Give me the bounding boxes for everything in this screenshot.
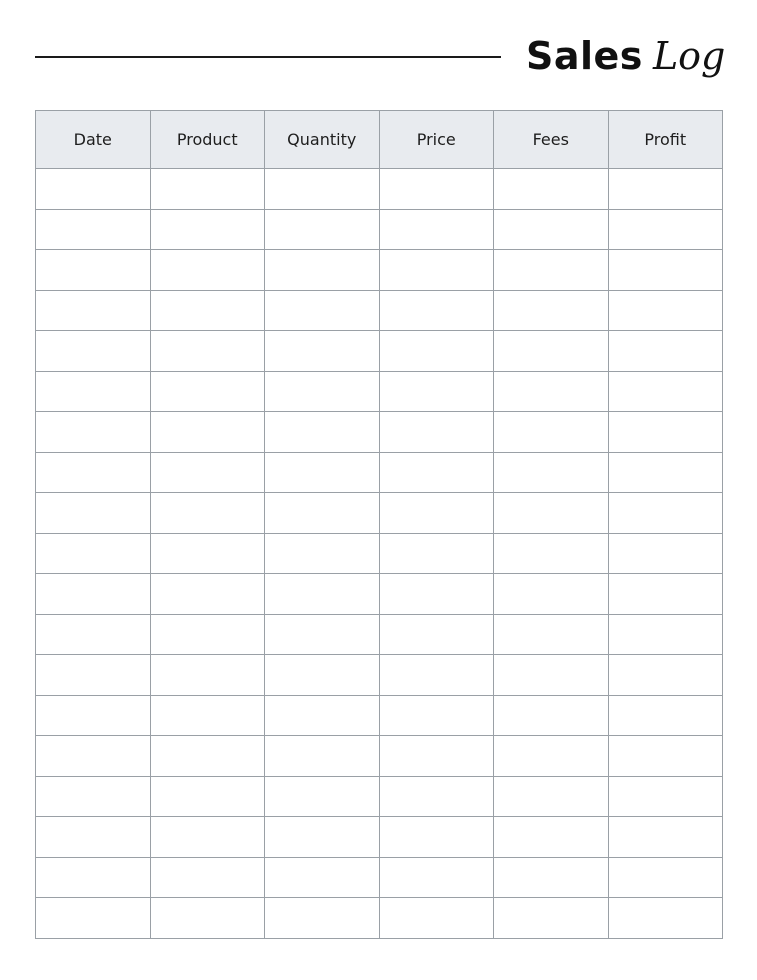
table-row	[36, 857, 723, 898]
table-cell-fees[interactable]	[494, 857, 609, 898]
table-cell-quantity[interactable]	[265, 655, 380, 696]
table-cell-product[interactable]	[150, 169, 265, 210]
table-cell-quantity[interactable]	[265, 493, 380, 534]
table-cell-fees[interactable]	[494, 776, 609, 817]
table-cell-date[interactable]	[36, 776, 151, 817]
table-cell-profit[interactable]	[608, 736, 723, 777]
table-cell-profit[interactable]	[608, 817, 723, 858]
table-cell-profit[interactable]	[608, 898, 723, 939]
table-cell-profit[interactable]	[608, 412, 723, 453]
table-cell-product[interactable]	[150, 736, 265, 777]
table-cell-quantity[interactable]	[265, 169, 380, 210]
table-cell-quantity[interactable]	[265, 574, 380, 615]
page-title	[526, 34, 725, 94]
column-header-profit: Profit	[608, 111, 723, 169]
table-row	[36, 533, 723, 574]
table-cell-fees[interactable]	[494, 817, 609, 858]
table-cell-date[interactable]	[36, 736, 151, 777]
table-cell-product[interactable]	[150, 574, 265, 615]
table-cell-date[interactable]	[36, 250, 151, 291]
table-cell-quantity[interactable]	[265, 857, 380, 898]
table-cell-product[interactable]	[150, 857, 265, 898]
table-row	[36, 695, 723, 736]
table-cell-profit[interactable]	[608, 169, 723, 210]
table-cell-price[interactable]	[379, 371, 494, 412]
table-cell-date[interactable]	[36, 533, 151, 574]
table-cell-profit[interactable]	[608, 857, 723, 898]
table-cell-product[interactable]	[150, 695, 265, 736]
table-cell-quantity[interactable]	[265, 209, 380, 250]
table-cell-quantity[interactable]	[265, 371, 380, 412]
table-cell-date[interactable]	[36, 614, 151, 655]
table-cell-quantity[interactable]	[265, 452, 380, 493]
table-row	[36, 331, 723, 372]
table-cell-price[interactable]	[379, 412, 494, 453]
table-cell-fees[interactable]	[494, 371, 609, 412]
table-cell-profit[interactable]	[608, 331, 723, 372]
table-cell-quantity[interactable]	[265, 614, 380, 655]
table-cell-profit[interactable]	[608, 614, 723, 655]
table-cell-fees[interactable]	[494, 169, 609, 210]
table-cell-price[interactable]	[379, 290, 494, 331]
table-cell-date[interactable]	[36, 655, 151, 696]
table-cell-fees[interactable]	[494, 574, 609, 615]
table-cell-product[interactable]	[150, 290, 265, 331]
table-row	[36, 614, 723, 655]
page-title-script: Log	[652, 34, 726, 78]
table-cell-quantity[interactable]	[265, 412, 380, 453]
table-cell-fees[interactable]	[494, 331, 609, 372]
sales-log-table	[35, 110, 723, 939]
table-row	[36, 209, 723, 250]
table-cell-quantity[interactable]	[265, 331, 380, 372]
table-cell-price[interactable]	[379, 898, 494, 939]
table-cell-price[interactable]	[379, 331, 494, 372]
table-cell-profit[interactable]	[608, 533, 723, 574]
table-cell-date[interactable]	[36, 695, 151, 736]
title-rule	[35, 56, 501, 58]
table-cell-price[interactable]	[379, 250, 494, 291]
table-cell-product[interactable]	[150, 533, 265, 574]
table-cell-quantity[interactable]	[265, 533, 380, 574]
table-cell-product[interactable]	[150, 776, 265, 817]
table-cell-fees[interactable]	[494, 452, 609, 493]
table-cell-price[interactable]	[379, 169, 494, 210]
table-cell-fees[interactable]	[494, 695, 609, 736]
table-cell-quantity[interactable]	[265, 898, 380, 939]
table-cell-product[interactable]	[150, 371, 265, 412]
table-cell-product[interactable]	[150, 898, 265, 939]
table-cell-date[interactable]	[36, 331, 151, 372]
table-cell-fees[interactable]	[494, 290, 609, 331]
table-cell-profit[interactable]	[608, 209, 723, 250]
table-cell-price[interactable]	[379, 695, 494, 736]
table-cell-product[interactable]	[150, 412, 265, 453]
table-cell-price[interactable]	[379, 614, 494, 655]
table-cell-fees[interactable]	[494, 412, 609, 453]
table-cell-fees[interactable]	[494, 614, 609, 655]
table-cell-price[interactable]	[379, 209, 494, 250]
column-header-quantity: Quantity	[265, 111, 380, 169]
table-cell-product[interactable]	[150, 493, 265, 534]
table-cell-date[interactable]	[36, 817, 151, 858]
table-cell-date[interactable]	[36, 169, 151, 210]
table-row	[36, 250, 723, 291]
table-cell-price[interactable]	[379, 574, 494, 615]
table-cell-product[interactable]	[150, 209, 265, 250]
table-row	[36, 371, 723, 412]
table-cell-date[interactable]	[36, 371, 151, 412]
table-cell-date[interactable]	[36, 574, 151, 615]
table-cell-product[interactable]	[150, 614, 265, 655]
table-cell-date[interactable]	[36, 452, 151, 493]
table-cell-date[interactable]	[36, 898, 151, 939]
table-cell-fees[interactable]	[494, 898, 609, 939]
table-row	[36, 898, 723, 939]
table-cell-quantity[interactable]	[265, 290, 380, 331]
header-row	[36, 111, 723, 169]
table-cell-price[interactable]	[379, 857, 494, 898]
table-cell-fees[interactable]	[494, 250, 609, 291]
table-cell-price[interactable]	[379, 776, 494, 817]
table-cell-quantity[interactable]	[265, 776, 380, 817]
table-cell-price[interactable]	[379, 493, 494, 534]
table-cell-profit[interactable]	[608, 452, 723, 493]
column-header-date: Date	[36, 111, 151, 169]
table-row	[36, 493, 723, 534]
table-cell-date[interactable]	[36, 412, 151, 453]
table-cell-quantity[interactable]	[265, 817, 380, 858]
table-cell-fees[interactable]	[494, 736, 609, 777]
table-cell-product[interactable]	[150, 250, 265, 291]
table-row	[36, 412, 723, 453]
table-cell-profit[interactable]	[608, 493, 723, 534]
table-cell-product[interactable]	[150, 655, 265, 696]
table-cell-quantity[interactable]	[265, 736, 380, 777]
table-cell-quantity[interactable]	[265, 695, 380, 736]
table-row	[36, 736, 723, 777]
table-row	[36, 169, 723, 210]
table-cell-profit[interactable]	[608, 655, 723, 696]
table-cell-product[interactable]	[150, 452, 265, 493]
table-cell-date[interactable]	[36, 493, 151, 534]
column-header-product: Product	[150, 111, 265, 169]
table-cell-profit[interactable]	[608, 371, 723, 412]
table-cell-fees[interactable]	[494, 533, 609, 574]
table-cell-profit[interactable]	[608, 574, 723, 615]
table-row	[36, 655, 723, 696]
table-row	[36, 574, 723, 615]
table-body	[36, 169, 723, 939]
table-cell-date[interactable]	[36, 857, 151, 898]
table-row	[36, 290, 723, 331]
table-cell-profit[interactable]	[608, 695, 723, 736]
table-cell-price[interactable]	[379, 655, 494, 696]
table-cell-price[interactable]	[379, 533, 494, 574]
table-cell-fees[interactable]	[494, 209, 609, 250]
table-cell-quantity[interactable]	[265, 250, 380, 291]
table-cell-profit[interactable]	[608, 776, 723, 817]
table-cell-date[interactable]	[36, 209, 151, 250]
table-cell-fees[interactable]	[494, 493, 609, 534]
page-title-bold: Sales	[526, 34, 643, 78]
column-header-fees: Fees	[494, 111, 609, 169]
table-cell-profit[interactable]	[608, 250, 723, 291]
table-row	[36, 817, 723, 858]
table-cell-date[interactable]	[36, 290, 151, 331]
table-cell-product[interactable]	[150, 817, 265, 858]
column-header-price: Price	[379, 111, 494, 169]
table-cell-price[interactable]	[379, 736, 494, 777]
table-cell-fees[interactable]	[494, 655, 609, 696]
table-cell-price[interactable]	[379, 452, 494, 493]
table-cell-product[interactable]	[150, 331, 265, 372]
table-cell-profit[interactable]	[608, 290, 723, 331]
table-row	[36, 776, 723, 817]
table-row	[36, 452, 723, 493]
table-cell-price[interactable]	[379, 817, 494, 858]
